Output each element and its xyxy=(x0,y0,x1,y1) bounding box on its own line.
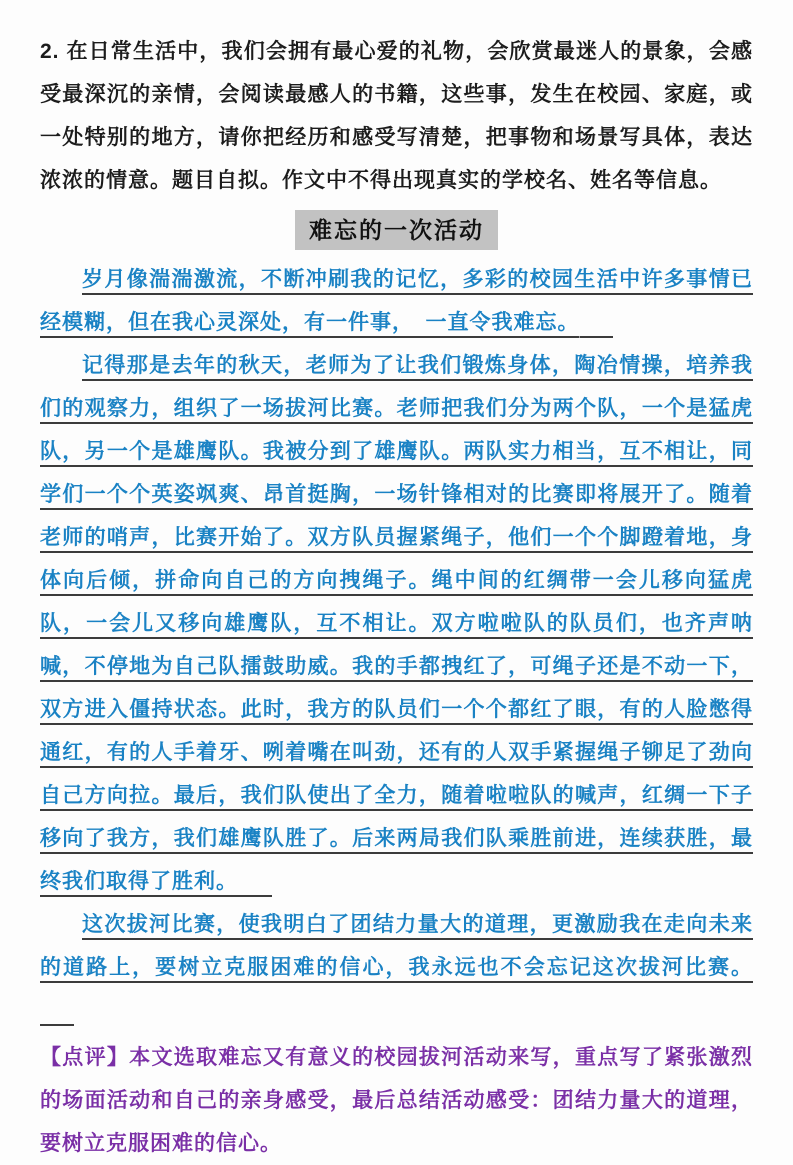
writing-prompt: 2. 在日常生活中，我们会拥有最心爱的礼物，会欣赏最迷人的景象，会感受最深沉的亲情，会阅读最感人的书籍，这些事，发生在校园、家庭，或一处特别的地方，请你把经历和感受写清楚，把事物和场景写具体，表达浓浓的情意。题目自拟。作文中不得出现真实的学校名、姓名等信息。 xyxy=(40,40,753,192)
essay-paragraph-text: 这次拔河比赛，使我明白了团结力量大的道理，更激励我在走向未来的道路上，要树立克服困难的信心，我永远也不会忘记这次拔河比赛。 xyxy=(40,913,753,979)
essay-paragraph xyxy=(40,903,753,1032)
underline-tail xyxy=(238,895,272,897)
essay-title: 难忘的一次活动 xyxy=(295,210,498,250)
essay-paragraph xyxy=(40,344,753,903)
essay-paragraph-text: 记得那是去年的秋天，老师为了让我们锻炼身体，陶冶情操，培养我们的观察力，组织了一场拔河比赛。老师把我们分为两个队，一个是猛虎队，另一个是雄鹰队。我被分到了雄鹰队。两队实力相当，互不相让，同学们一个个英姿飒爽、昂首挺胸，一场针锋相对的比赛即将展开了。随着老师的哨声，比赛开始了。双方队员握紧绳子，他们一个个脚蹬着地，身体向后倾，拼命向自己的方向拽绳子。绳中间的红绸带一会儿移向猛虎队，一会儿又移向雄鹰队，互不相让。双方啦啦队的队员们，也齐声呐喊，不停地为自己队擂鼓助威。我的手都拽红了，可绳子还是不动一下，双方进入僵持状态。此时，我方的队员们一个个都红了眼，有的人脸憋得通红，有的人手着牙、咧着嘴在叫劲，还有的人双手紧握绳子铆足了劲向自己方向拉。最后，我们队使出了全力，随着啦啦队的喊声，红绸一下子移向了我方，我们雄鹰队胜了。后来两局我们队乘胜前进，连续获胜，最终我们取得了胜利。 xyxy=(40,354,753,893)
essay-paragraph-text: 岁月像湍湍激流，不断冲刷我的记忆，多彩的校园生活中许多事情已经模糊，但在我心灵深处，有一件事， 一直令我难忘。 xyxy=(40,268,753,334)
underline-tail xyxy=(40,1024,74,1026)
essay-body xyxy=(40,258,753,1032)
essay-title-row xyxy=(40,210,753,254)
essay-paragraph xyxy=(40,258,753,344)
teacher-comment: 【点评】本文选取难忘又有意义的校园拔河活动来写，重点写了紧张激烈的场面活动和自己的亲身感受，最后总结活动感受：团结力量大的道理，要树立克服困难的信心。 xyxy=(40,1046,753,1155)
underline-tail xyxy=(580,336,614,338)
